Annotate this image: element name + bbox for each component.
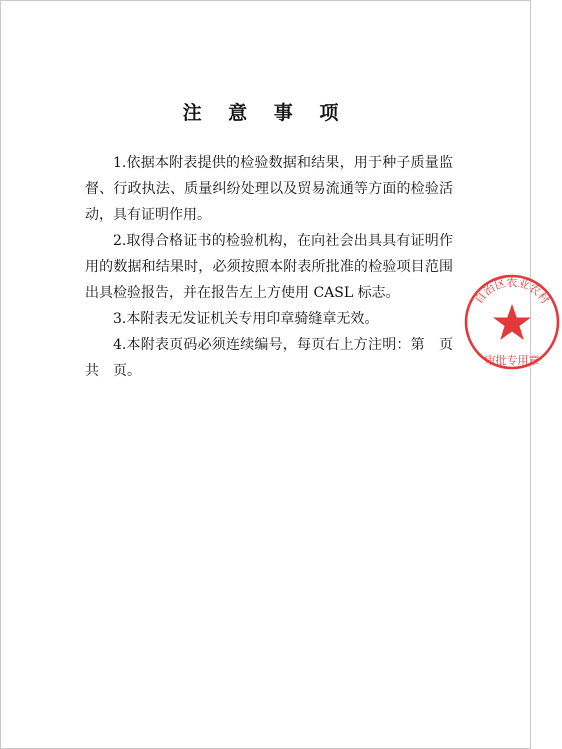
official-seal [462, 272, 562, 372]
star-icon [493, 304, 531, 340]
notice-body [85, 150, 467, 384]
notice-item-1: 1.依据本附表提供的检验数据和结果，用于种子质量监督、行政执法、质量纠纷处理以及贸易流通等方面的检验活动，具有证明作用。 [85, 155, 453, 223]
seal-bottom-text: 审批专用章 [484, 354, 540, 367]
page-title: 注 意 事 项 [182, 102, 349, 124]
notice-item-4: 4.本附表页码必须连续编号，每页右上方注明：第 页 共 页。 [85, 337, 467, 379]
seal-top-text: 自治区农业农村 [472, 276, 552, 307]
notice-item-2: 2.取得合格证书的检验机构，在向社会出具具有证明作用的数据和结果时，必须按照本附表所批准的检验项目范围出具检验报告，并在报告左上方使用 CASL 标志。 [85, 233, 453, 301]
notice-item-3: 3.本附表无发证机关专用印章骑缝章无效。 [113, 311, 379, 327]
